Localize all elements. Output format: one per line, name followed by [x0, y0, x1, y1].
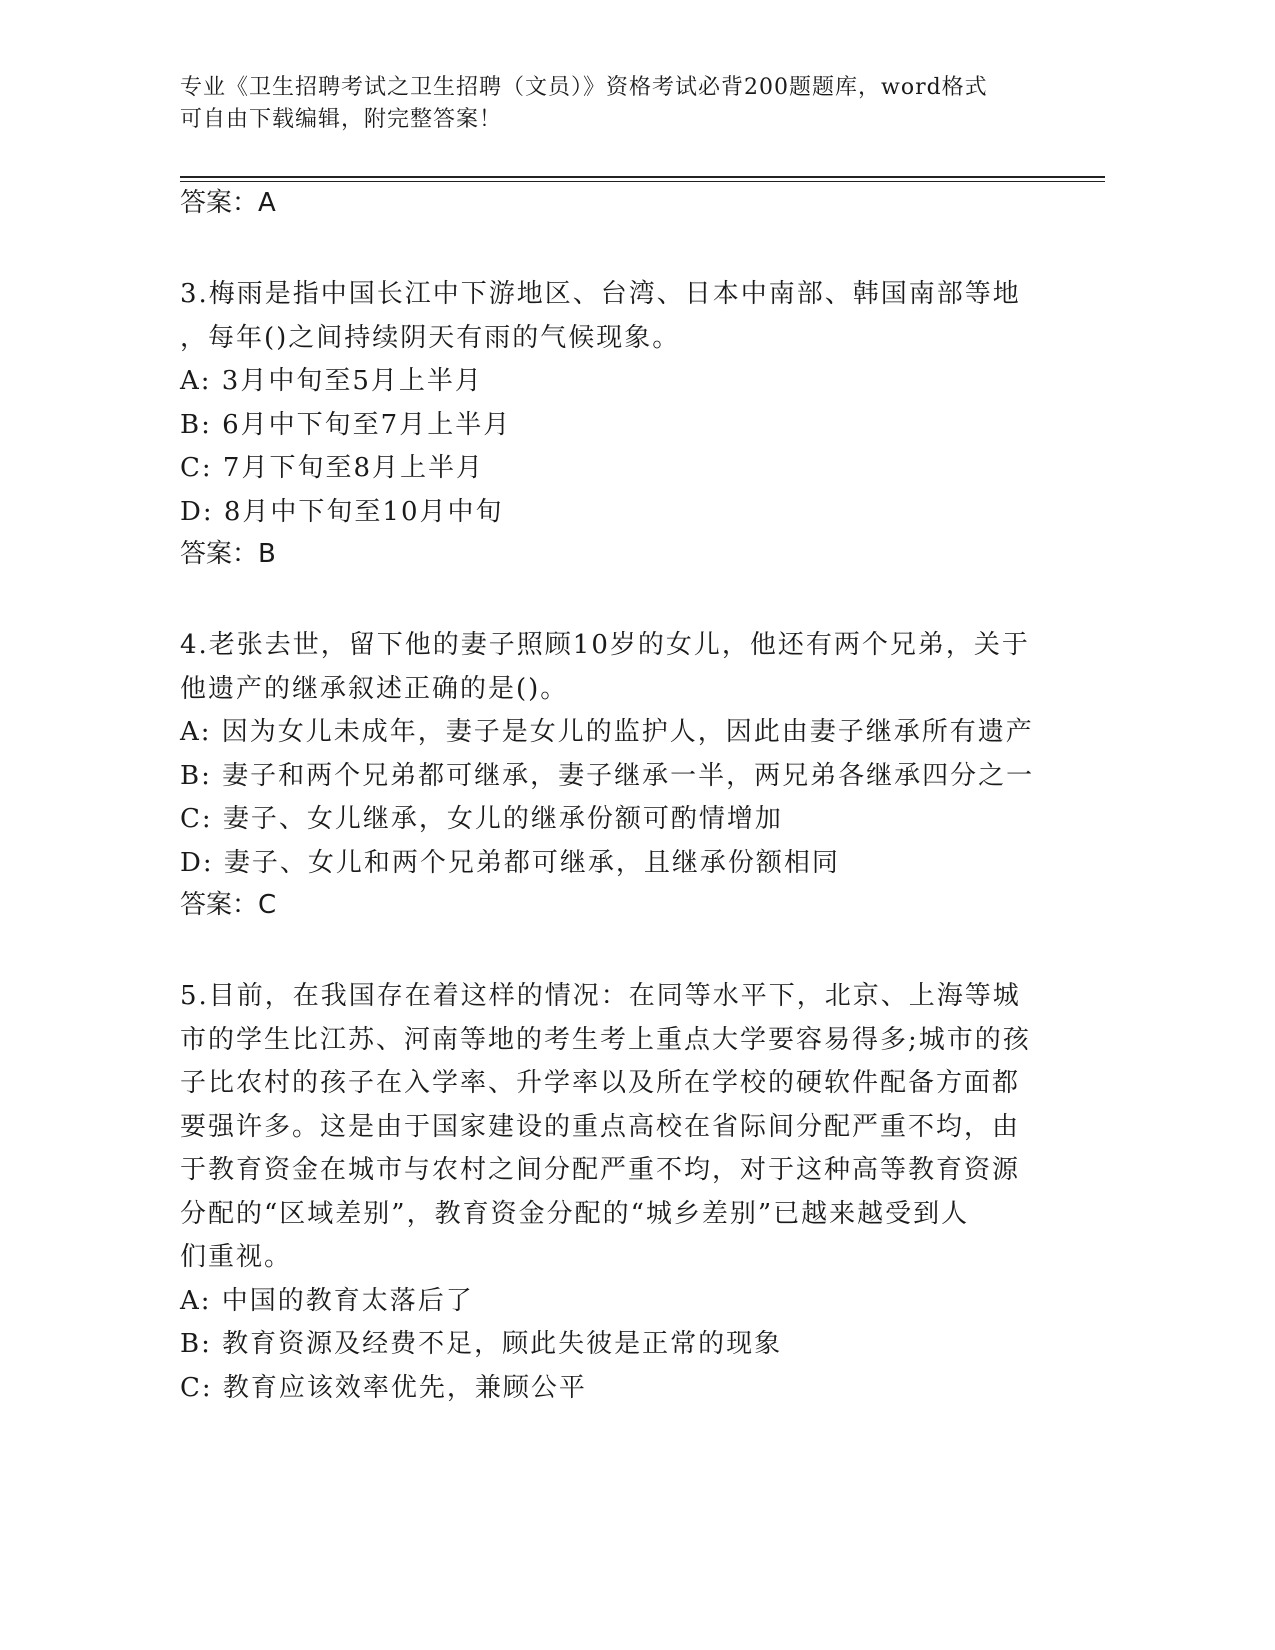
question-text-line: 他遗产的继承叙述正确的是()。	[180, 673, 569, 704]
page-content	[180, 183, 1060, 1410]
header-line-1: 专业《卫生招聘考试之卫生招聘（文员）》资格考试必背200题题库，word格式	[180, 75, 988, 100]
question-text-line: 5.目前，在我国存在着这样的情况：在同等水平下，北京、上海等城	[180, 981, 1021, 1011]
option-a: A: 因为女儿未成年，妻子是女儿的监护人，因此由妻子继承所有遗产	[180, 717, 1034, 747]
question-text-line: 3.梅雨是指中国长江中下游地区、台湾、日本中南部、韩国南部等地	[180, 279, 1021, 309]
option-d: D: 8月中下旬至10月中旬	[180, 496, 504, 527]
answer: 答案：B	[180, 539, 276, 569]
question-text-line: ，每年()之间持续阴天有雨的气候现象。	[180, 322, 681, 353]
option-c: C: 教育应该效率优先，兼顾公平	[180, 1372, 587, 1403]
previous-answer: 答案：A	[180, 188, 276, 218]
header-divider-thick	[180, 176, 1105, 178]
document-header	[180, 72, 1050, 136]
option-a: A: 中国的教育太落后了	[180, 1285, 474, 1316]
question-text-line: 要强许多。这是由于国家建设的重点高校在省际间分配严重不均，由	[180, 1111, 1021, 1142]
option-a: A: 3月中旬至5月上半月	[180, 366, 483, 396]
option-b: B: 教育资源及经费不足，顾此失彼是正常的现象	[180, 1329, 783, 1359]
question-4	[180, 624, 1060, 925]
question-text-line: 市的学生比江苏、河南等地的考生考上重点大学要容易得多;城市的孩	[180, 1024, 1031, 1055]
header-divider-thin	[180, 181, 1105, 182]
answer: 答案：C	[180, 890, 277, 920]
option-b: B: 妻子和两个兄弟都可继承，妻子继承一半，两兄弟各继承四分之一	[180, 760, 1035, 791]
question-text-line: 4.老张去世，留下他的妻子照顾10岁的女儿，他还有两个兄弟，关于	[180, 630, 1030, 660]
option-b: B: 6月中下旬至7月上半月	[180, 409, 512, 440]
question-text-line: 们重视。	[180, 1242, 293, 1272]
option-c: C: 7月下旬至8月上半月	[180, 453, 485, 483]
question-5	[180, 975, 1060, 1410]
option-d: D: 妻子、女儿和两个兄弟都可继承，且继承份额相同	[180, 847, 840, 878]
header-line-2: 可自由下载编辑，附完整答案！	[180, 107, 503, 132]
question-text-line: 于教育资金在城市与农村之间分配严重不均，对于这种高等教育资源	[180, 1155, 1021, 1185]
question-3	[180, 273, 1060, 574]
question-text-line: 子比农村的孩子在入学率、升学率以及所在学校的硬软件配备方面都	[180, 1068, 1021, 1098]
question-text-line: 分配的“区域差别”，教育资金分配的“城乡差别”已越来越受到人	[180, 1198, 970, 1229]
option-c: C: 妻子、女儿继承，女儿的继承份额可酌情增加	[180, 804, 783, 834]
